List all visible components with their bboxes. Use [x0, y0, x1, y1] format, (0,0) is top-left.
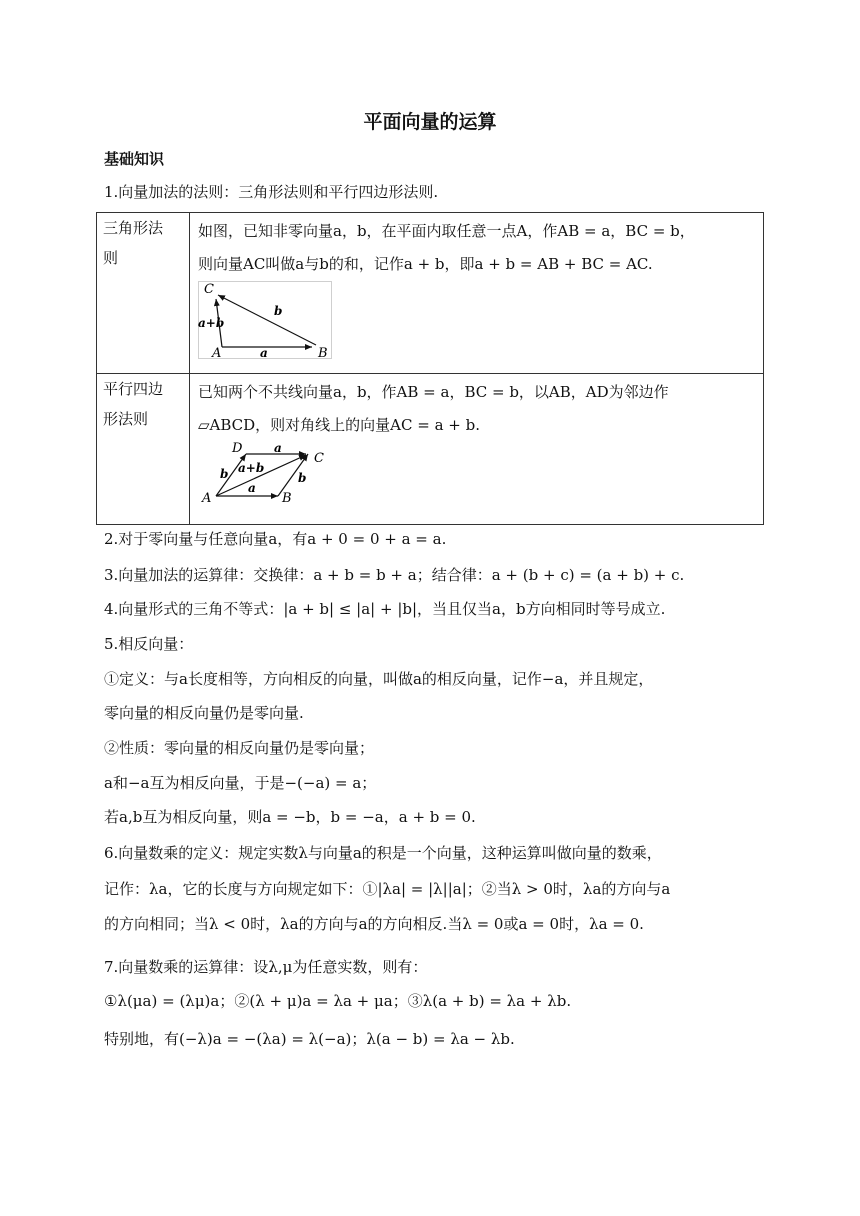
figure-label: b [298, 471, 307, 485]
page-title: 平面向量的运算 [363, 111, 497, 133]
rule-body-parallelogram [190, 374, 764, 525]
item-6-cont-2: 的方向相同；当λ < 0时，λa的方向与a的方向相反.当λ = 0或a = 0时，λa = 0. [104, 915, 644, 933]
item-7: 7.向量数乘的运算律：设λ,μ为任意实数，则有： [104, 958, 428, 976]
item-5-property-2: a和−a互为相反向量，于是−(−a) = a； [104, 774, 377, 792]
triangle-rule-figure [198, 281, 332, 359]
rule-text-line: 如图，已知非零向量a，b，在平面内取任意一点A，作AB = a，BC = b， [198, 222, 695, 240]
rule-name-line: 三角形法 [103, 219, 164, 237]
item-2: 2.对于零向量与任意向量a，有a + 0 = 0 + a = a. [104, 530, 447, 548]
figure-label: b [274, 304, 283, 318]
item-5: 5.相反向量： [104, 635, 194, 653]
figure-label: C [314, 451, 324, 466]
rule-name-triangle [97, 213, 190, 374]
item-7-laws: ①λ(μa) = (λμ)a；②(λ + μ)a = λa + μa；③λ(a + b) = λa + λb. [104, 992, 572, 1010]
figure-label: b [220, 467, 229, 481]
figure-label: a [260, 346, 268, 359]
section-heading: 基础知识 [104, 150, 165, 168]
figure-label: A [202, 491, 212, 504]
item-5-property: ②性质：零向量的相反向量仍是零向量； [104, 739, 375, 757]
rule-text-line: ▱ABCD，则对角线上的向量AC = a + b. [198, 416, 481, 434]
item-5-definition-cont: 零向量的相反向量仍是零向量. [104, 704, 304, 722]
rule-text-line: 已知两个不共线向量a，b，作AB = a，BC = b，以AB，AD为邻边作 [198, 383, 669, 401]
item-6: 6.向量数乘的定义：规定实数λ与向量a的积是一个向量，这种运算叫做向量的数乘， [104, 844, 662, 862]
item-6-cont: 记作：λa，它的长度与方向规定如下：①|λa| = |λ||a|；②当λ > 0时，λa的方向与a [104, 880, 671, 898]
figure-label: B [318, 346, 328, 359]
figure-label: D [232, 442, 243, 456]
addition-rules-table [96, 212, 764, 525]
rule-name-line: 形法则 [103, 410, 149, 428]
rule-name-line: 则 [103, 249, 119, 267]
rule-body-triangle [190, 213, 764, 374]
figure-label: C [204, 282, 214, 297]
table-row [97, 374, 764, 525]
item-5-definition: ①定义：与a长度相等，方向相反的向量，叫做a的相反向量，记作−a，并且规定， [104, 670, 654, 688]
figure-label: A [212, 346, 222, 359]
item-7-special: 特别地，有(−λ)a = −(λa) = λ(−a)；λ(a − b) = λa − λb. [104, 1030, 515, 1048]
figure-label: a [248, 481, 256, 495]
item-4: 4.向量形式的三角不等式：|a + b| ≤ |a| + |b|，当且仅当a，b方向相同时等号成立. [104, 600, 666, 618]
figure-label: a+b [198, 316, 225, 330]
rule-name-line: 平行四边 [103, 380, 164, 398]
item-3: 3.向量加法的运算律：交换律：a + b = b + a；结合律：a + (b + c) = (a + b) + c. [104, 566, 685, 584]
rule-name-parallelogram [97, 374, 190, 525]
figure-label: B [282, 491, 292, 504]
table-row [97, 213, 764, 374]
item-1: 1.向量加法的法则：三角形法则和平行四边形法则. [104, 183, 439, 201]
figure-label: a+b [238, 461, 265, 475]
rule-text-line: 则向量AC叫做a与b的和，记作a + b，即a + b = AB + BC = AC. [198, 255, 653, 273]
parallelogram-rule-figure [198, 442, 330, 504]
item-5-property-3: 若a,b互为相反向量，则a = −b，b = −a，a + b = 0. [104, 808, 476, 826]
figure-label: a [274, 442, 282, 455]
